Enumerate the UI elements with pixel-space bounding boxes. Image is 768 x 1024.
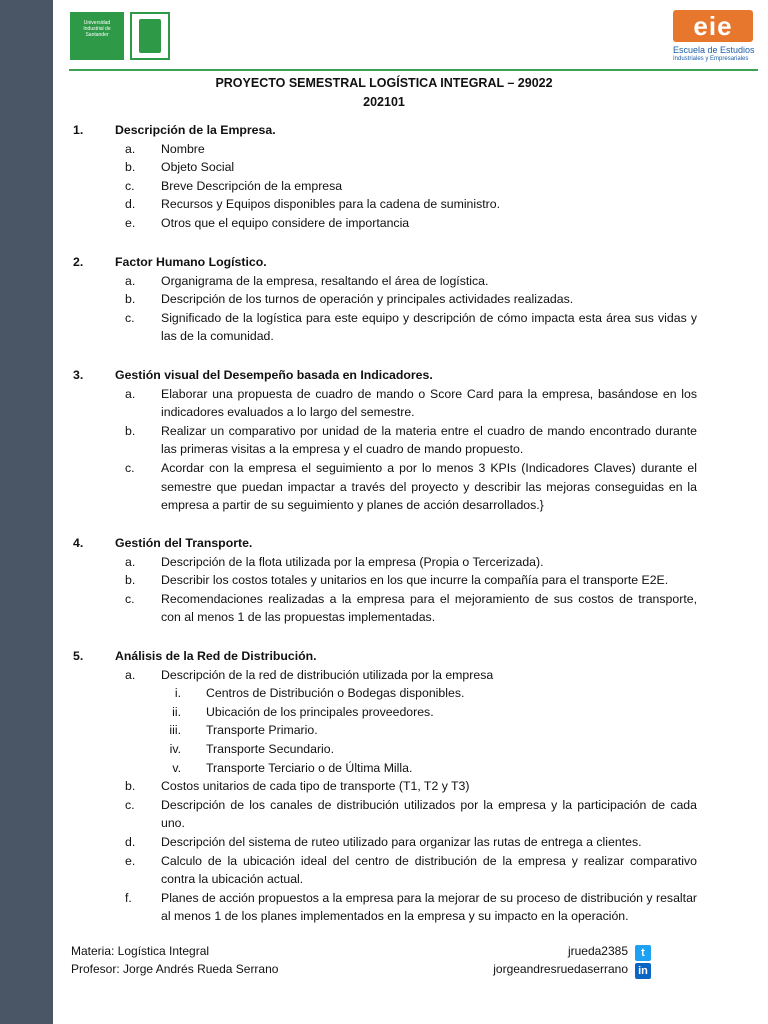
item-label: c.: [125, 178, 135, 193]
section-heading: Gestión visual del Desempeño basada en Indicadores.: [115, 368, 433, 382]
item-text: con al menos 1 de las propuestas implementadas.: [161, 610, 436, 625]
subitem-label: v.: [172, 760, 181, 775]
eie-logo-line1: Escuela de Estudios: [673, 45, 755, 55]
item-text: Descripción de los canales de distribución utilizados por la empresa y la participación de cada: [161, 797, 697, 812]
section-heading: Gestión del Transporte.: [115, 536, 253, 550]
item-text: uno.: [161, 816, 185, 831]
item-label: d.: [125, 835, 136, 849]
subitem-label: iv.: [169, 742, 181, 756]
item-text: semestre que puedan impactar a través del proyecto y describir las mejoras conseguidas en la: [161, 479, 697, 494]
item-text: Objeto Social: [161, 160, 235, 175]
document-page: [53, 0, 768, 1024]
item-label: c.: [125, 591, 135, 606]
section-heading: Análisis de la Red de Distribución.: [115, 649, 317, 663]
item-text: Elaborar una propuesta de cuadro de mando o Score Card para la empresa, basándose en los: [161, 386, 697, 401]
item-text: Calculo de la ubicación ideal del centro de distribución de la empresa y realizar comparativo: [161, 853, 697, 868]
twitter-icon[interactable]: t: [635, 945, 651, 961]
linkedin-icon[interactable]: in: [635, 963, 651, 979]
subitem-text: Centros de Distribución o Bodegas disponibles.: [206, 686, 465, 701]
item-label: a.: [125, 141, 136, 156]
item-text: las primeras visitas a la empresa y el cuadro de mando propuesto.: [161, 442, 524, 457]
eie-logo-line2: Industriales y Empresariales: [673, 56, 749, 62]
item-text: Organigrama de la empresa, resaltando el área de logística.: [161, 273, 489, 288]
item-text: indicadores evaluados a lo largo del semestre.: [161, 405, 415, 420]
section-number: 2.: [73, 255, 84, 269]
item-text: Breve Descripción de la empresa: [161, 178, 343, 193]
item-text: Nombre: [161, 141, 205, 156]
item-text: Recomendaciones realizadas a la empresa para el mejoramiento de sus costos de transporte,: [161, 591, 697, 606]
item-label: b.: [125, 160, 136, 175]
document-title: PROYECTO SEMESTRAL LOGÍSTICA INTEGRAL – 29022: [215, 76, 553, 90]
footer-subject: Materia: Logística Integral: [71, 944, 210, 958]
item-text: Acordar con la empresa el seguimiento a por lo menos 3 KPIs (Indicadores Claves) durante el: [161, 461, 697, 475]
item-text: al menos 1 de los planes implementados en la empresa y su impacto en la operación.: [161, 909, 629, 924]
item-text: Planes de acción propuestos a la empresa para la mejorar de su proceso de distribución y resaltar: [161, 890, 697, 905]
item-text: Descripción del sistema de ruteo utilizado para organizar las rutas de entrega a clientes.: [161, 835, 642, 849]
twitter-handle[interactable]: jrueda2385: [567, 944, 628, 958]
item-text: Descripción de los turnos de operación y principales actividades realizadas.: [161, 292, 574, 307]
subitem-text: Transporte Secundario.: [206, 742, 335, 756]
item-label: b.: [125, 779, 136, 794]
item-label: b.: [125, 573, 136, 588]
item-text: Descripción de la red de distribución utilizada por la empresa: [161, 667, 494, 682]
footer-professor: Profesor: Jorge Andrés Rueda Serrano: [71, 962, 279, 976]
item-label: a.: [125, 273, 136, 288]
eie-logo-mark: eie: [673, 10, 753, 42]
item-label: e.: [125, 216, 136, 230]
subitem-label: ii.: [172, 704, 181, 719]
item-label: b.: [125, 292, 136, 307]
item-text: empresa a partir de su seguimiento y planes de acción desarrollados.}: [161, 498, 544, 513]
item-label: c.: [125, 310, 135, 325]
linkedin-handle[interactable]: jorgeandresruedaserrano: [493, 962, 628, 976]
item-label: e.: [125, 853, 136, 868]
item-text: contra la ubicación actual.: [161, 872, 304, 887]
item-label: c.: [125, 797, 135, 812]
item-text: Descripción de la flota utilizada por la empresa (Propia o Tercerizada).: [161, 554, 544, 569]
item-label: a.: [125, 667, 136, 682]
item-label: a.: [125, 386, 136, 401]
item-text: Costos unitarios de cada tipo de transporte (T1, T2 y T3): [161, 779, 470, 794]
item-text: Describir los costos totales y unitarios en los que incurre la compañía para el transporte E2E.: [161, 573, 669, 588]
subitem-label: i.: [174, 686, 181, 701]
section-number: 1.: [73, 123, 84, 137]
document-title-code: 202101: [363, 95, 405, 109]
subitem-text: Ubicación de los principales proveedores.: [206, 704, 434, 719]
item-text: las de la comunidad.: [161, 329, 274, 344]
item-text: Realizar un comparativo por unidad de la materia entre el cuadro de mando encontrado durante: [161, 423, 697, 438]
item-text: Significado de la logística para este equipo y descripción de cómo impacta esta área sus vidas y: [161, 310, 697, 325]
item-label: f.: [125, 890, 132, 905]
item-text: Otros que el equipo considere de importancia: [161, 216, 410, 230]
left-sidebar-band: [0, 0, 53, 1024]
item-text: Recursos y Equipos disponibles para la cadena de suministro.: [161, 197, 501, 212]
subitem-text: Transporte Primario.: [206, 723, 318, 738]
uis-logo-text: Universidad Industrial de Santander: [83, 20, 111, 38]
subitem-label: iii.: [169, 723, 181, 738]
item-label: c.: [125, 461, 135, 475]
subitem-text: Transporte Terciario o de Última Milla.: [206, 760, 413, 775]
item-label: d.: [125, 197, 136, 212]
section-number: 3.: [73, 368, 84, 382]
document-body: [53, 0, 768, 1024]
section-number: 4.: [73, 536, 84, 550]
section-heading: Descripción de la Empresa.: [115, 123, 276, 137]
item-label: b.: [125, 423, 136, 438]
section-heading: Factor Humano Logístico.: [115, 255, 267, 269]
item-label: a.: [125, 554, 136, 569]
section-number: 5.: [73, 649, 84, 663]
